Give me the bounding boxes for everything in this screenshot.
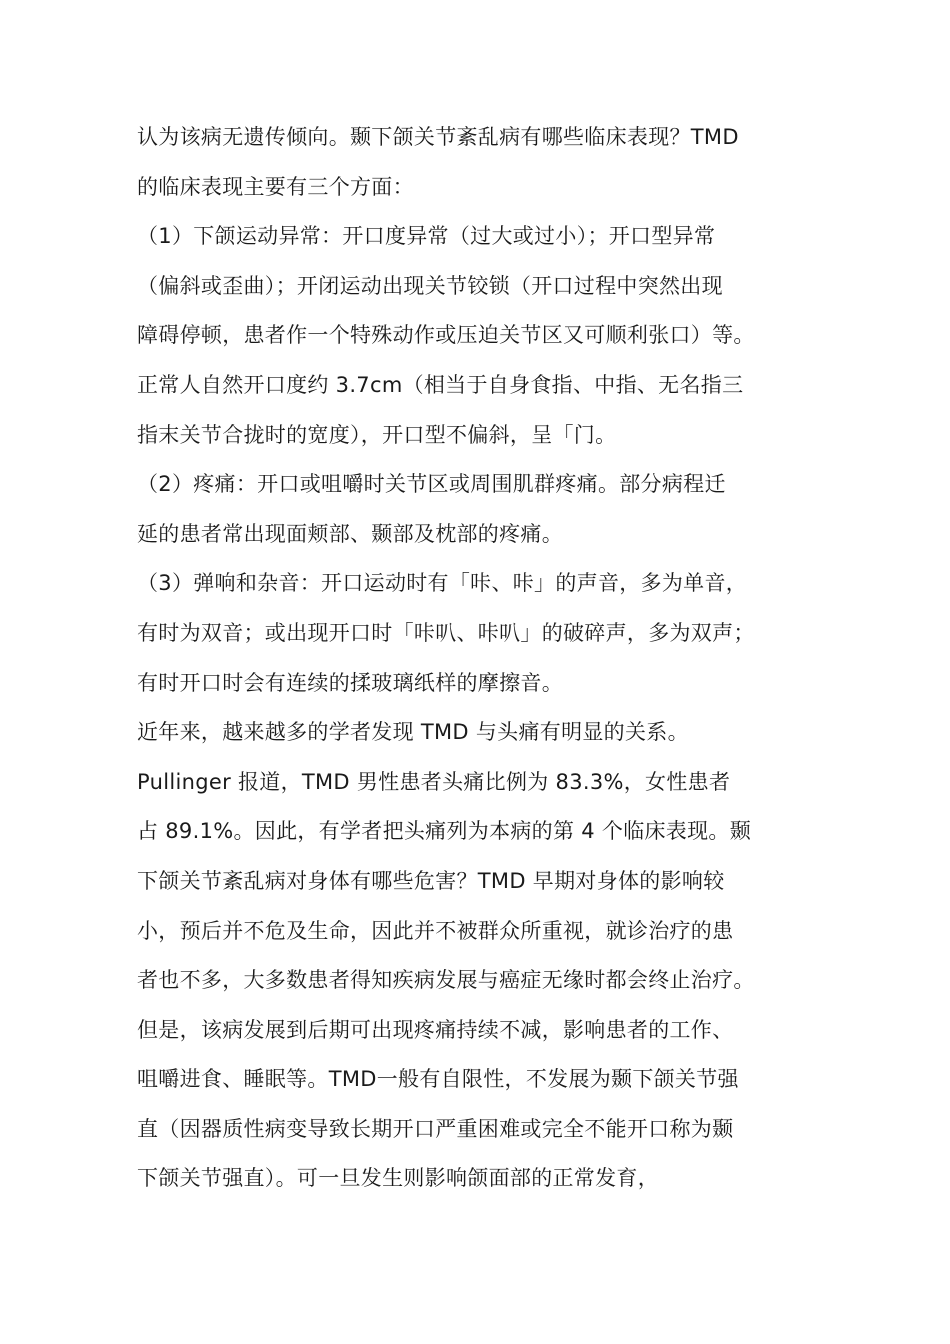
text-line: 近年来，越来越多的学者发现 TMD 与头痛有明显的关系。	[137, 720, 689, 745]
text-line: 咀嚼进食、睡眠等。TMD一般有自限性，不发展为颞下颌关节强	[137, 1067, 739, 1092]
text-line: （1）下颌运动异常：开口度异常（过大或过小）；开口型异常	[137, 224, 716, 249]
text-line: 但是，该病发展到后期可出现疼痛持续不减，影响患者的工作、	[137, 1017, 734, 1042]
text-line: 正常人自然开口度约 3.7cm（相当于自身食指、中指、无名指三	[137, 372, 744, 397]
text-line: 的临床表现主要有三个方面：	[137, 174, 414, 199]
text-line: （2）疼痛：开口或咀嚼时关节区或周围肌群疼痛。部分病程迁	[137, 472, 726, 497]
document-body	[137, 113, 837, 1204]
text-line: 小，预后并不危及生命，因此并不被群众所重视，就诊治疗的患	[137, 918, 734, 943]
text-line: 下颌关节紊乱病对身体有哪些危害？TMD 早期对身体的影响较	[137, 868, 725, 893]
text-line: 有时开口时会有连续的揉玻璃纸样的摩擦音。	[137, 670, 563, 695]
text-line: 延的患者常出现面颊部、颞部及枕部的疼痛。	[137, 521, 563, 546]
text-line: 者也不多，大多数患者得知疾病发展与癌症无缘时都会终止治疗。	[137, 968, 755, 993]
text-line: 下颌关节强直）。可一旦发生则影响颌面部的正常发育，	[137, 1166, 659, 1191]
text-line: （3）弹响和杂音：开口运动时有「咔、咔」的声音，多为单音，	[137, 571, 748, 596]
text-line: 占 89.1%。因此，有学者把头痛列为本病的第 4 个临床表现。颞	[137, 819, 751, 844]
text-line: 认为该病无遗传倾向。颞下颌关节紊乱病有哪些临床表现？TMD	[137, 125, 739, 149]
text-line: 直（因器质性病变导致长期开口严重困难或完全不能开口称为颞	[137, 1116, 734, 1141]
text-line: （偏斜或歪曲）；开闭运动出现关节铰锁（开口过程中突然出现	[137, 273, 723, 298]
text-line: 障碍停顿，患者作一个特殊动作或压迫关节区又可顺利张口）等。	[137, 323, 755, 348]
text-line: 有时为双音；或出现开口时「咔叭、咔叭」的破碎声，多为双声；	[137, 620, 755, 645]
text-line: 指末关节合拢时的宽度），开口型不偏斜，呈「门。	[137, 422, 617, 447]
text-line: Pullinger 报道，TMD 男性患者头痛比例为 83.3%，女性患者	[137, 769, 731, 794]
